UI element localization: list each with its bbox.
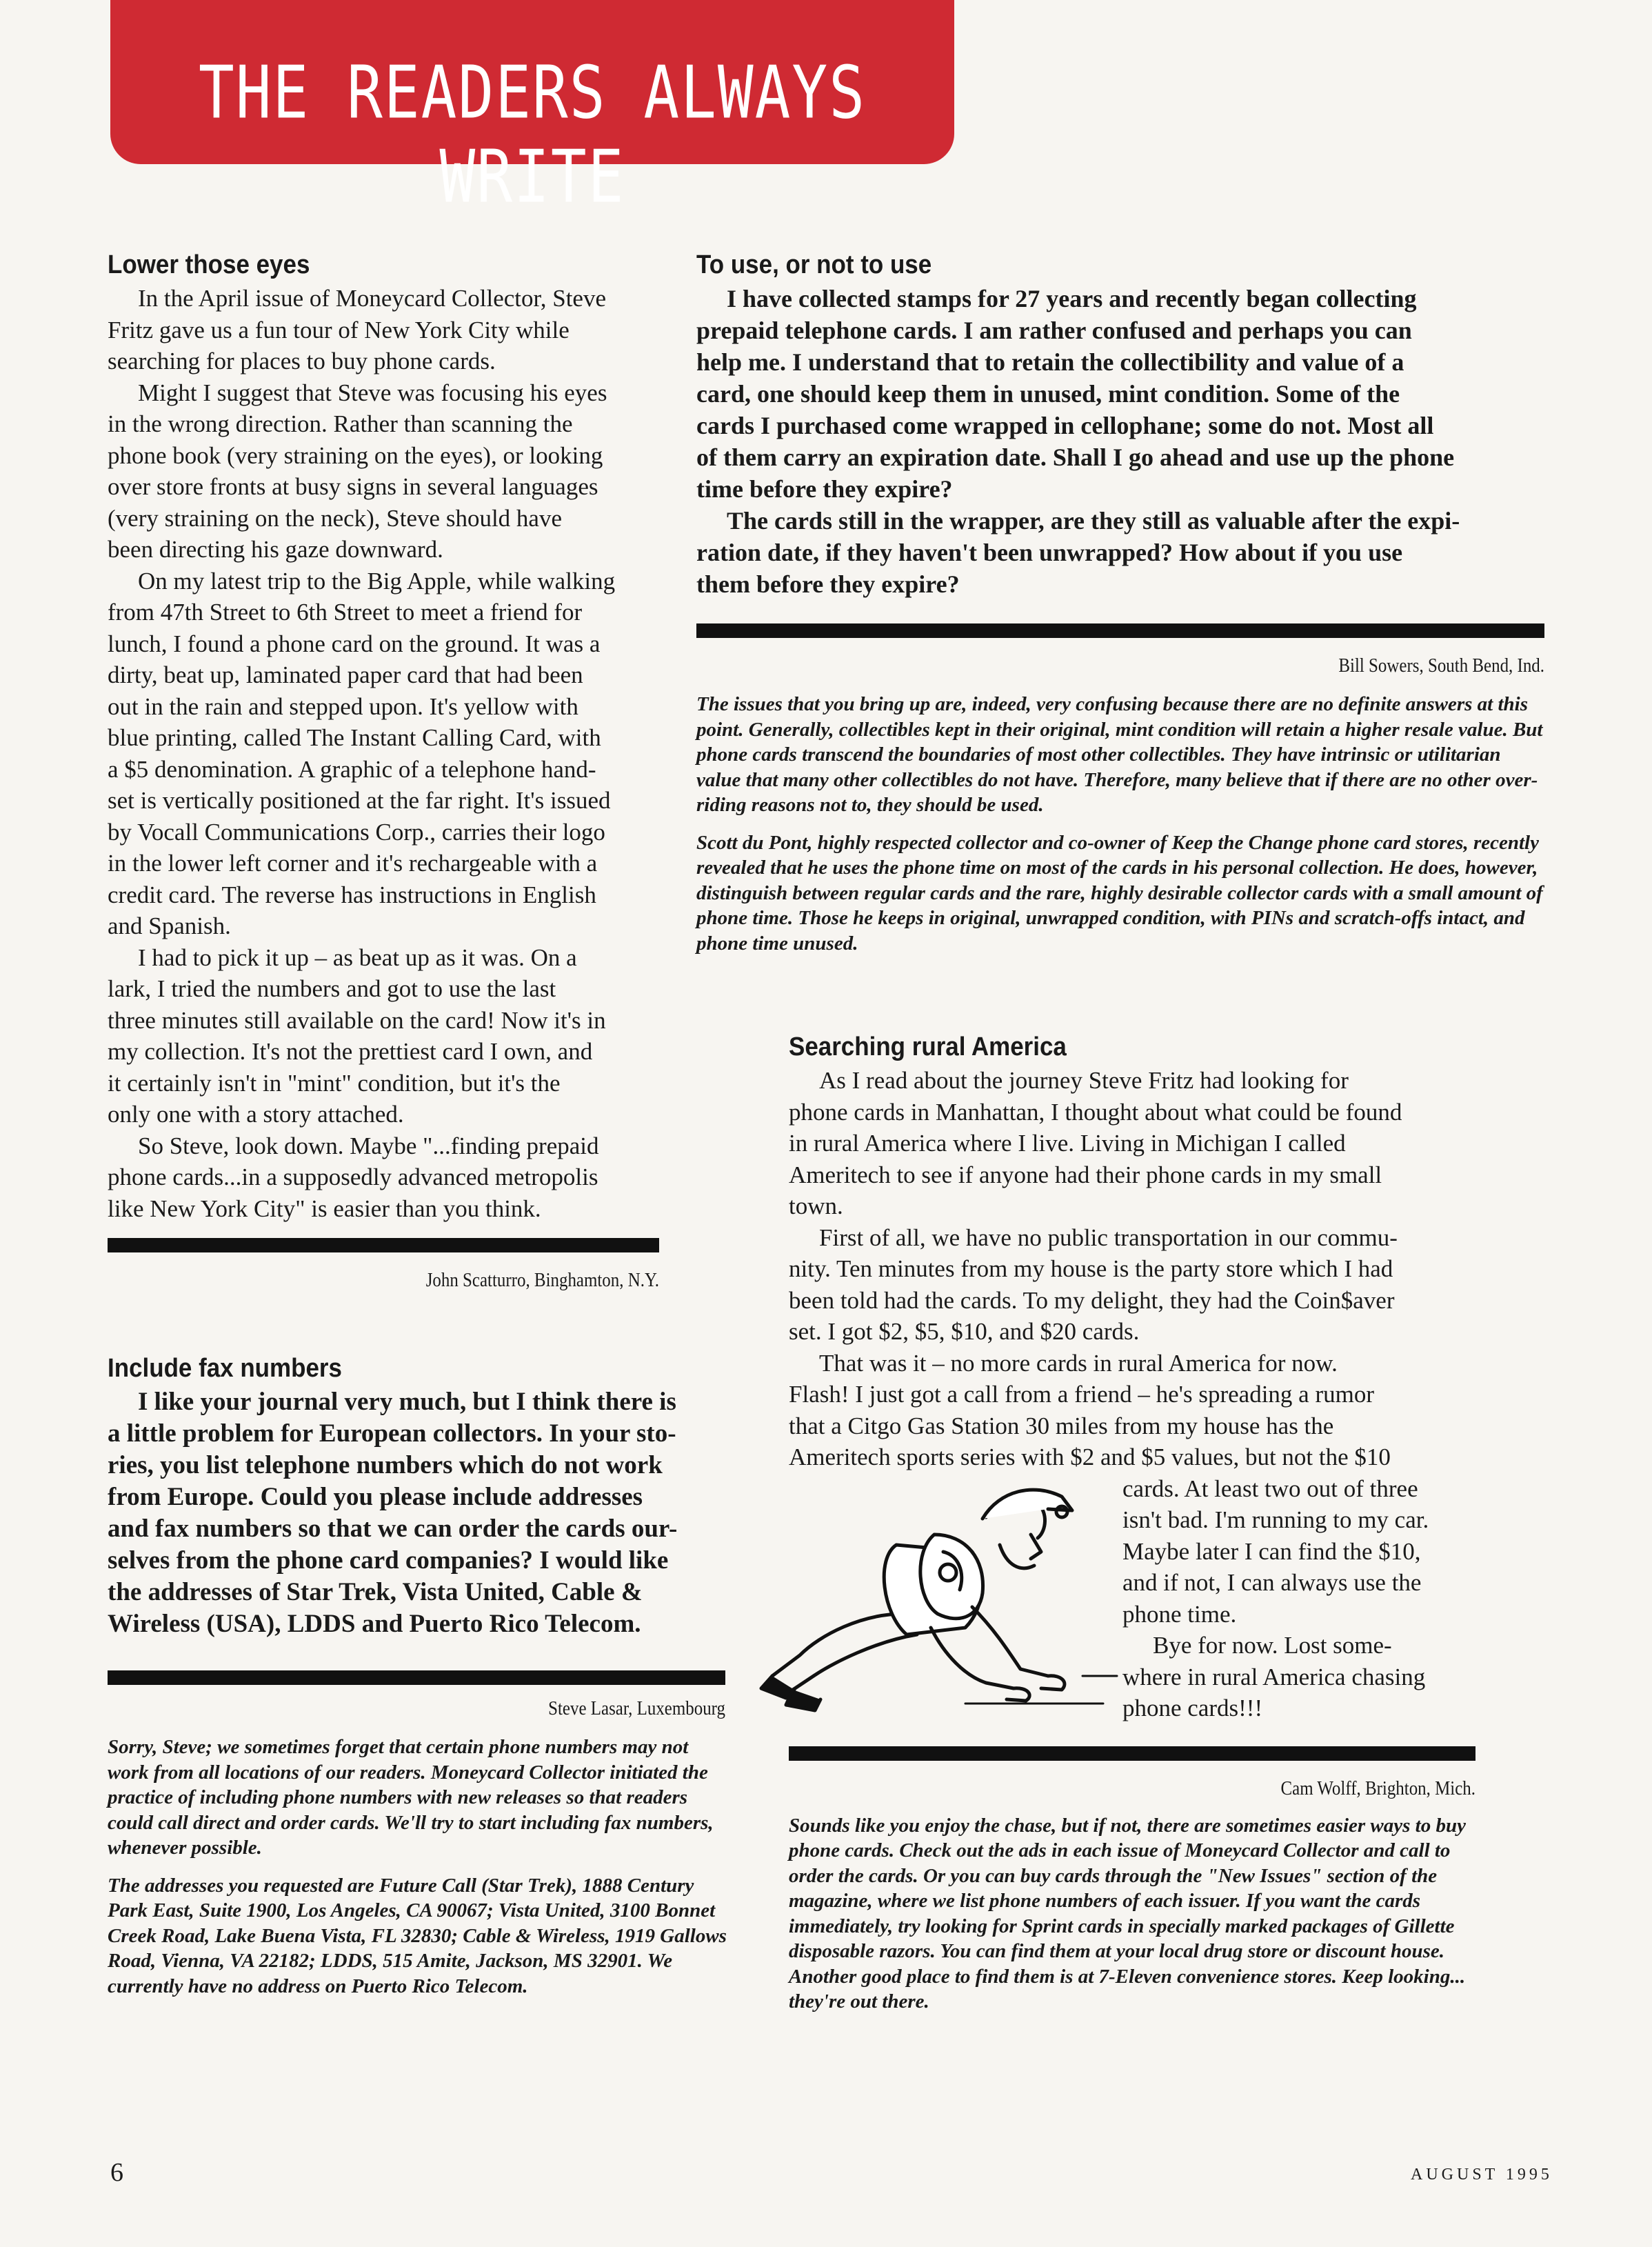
text-line: I have collected stamps for 27 years and recently began collecting (727, 285, 1417, 312)
letter-signature: Steve Lasar, Luxembourg (548, 1697, 725, 1719)
reply-paragraph: Sorry, Steve; we sometimes forget that certain phone numbers may not work from all locations of our readers. Moneycard Collector initiated the practice of including phone numbers with new releases so that readers could call direct and order cards. We'll try to start including fax numbers, whenever possible. (108, 1736, 714, 1859)
text-line: it certainly isn't in "mint" condition, but it's the (108, 1069, 561, 1097)
text-line: phone cards in Manhattan, I thought about what could be found (789, 1098, 1402, 1126)
text-line: time before they expire? (696, 475, 953, 503)
editor-reply (696, 692, 1544, 956)
editor-reply (108, 1735, 728, 1999)
text-line: phone book (very straining on the eyes), or looking (108, 441, 603, 469)
letter-signature: John Scatturro, Binghamton, N.Y. (425, 1269, 659, 1291)
editor-reply (789, 1813, 1485, 2015)
text-line: cards. At least two out of three (1122, 1475, 1418, 1502)
reply-paragraph: Scott du Pont, highly respected collector and co-owner of Keep the Change phone card stores, recently revealed that he uses the phone time on most of the cards in his personal collection. He does, however, distinguish between regular cards and the rare, highly desirable collector cards with a small amount of phone time. Those he keeps in original, unwrapped condition, with PINs and scratch-offs intact, and phone time unused. (696, 831, 1543, 955)
text-line: them before they expire? (696, 570, 960, 598)
letter-signature: Bill Sowers, South Bend, Ind. (1338, 655, 1544, 677)
text-line: phone time. (1122, 1600, 1237, 1628)
text-line: in the wrong direction. Rather than scanning the (108, 410, 573, 437)
text-line: credit card. The reverse has instructions in English (108, 881, 596, 908)
letter-include-fax-numbers (108, 1353, 727, 2011)
text-line: and Spanish. (108, 912, 231, 939)
text-line: prepaid telephone cards. I am rather confused and perhaps you can (696, 317, 1412, 344)
section-title: THE READERS ALWAYS WRITE (199, 51, 866, 219)
text-line: Maybe later I can find the $10, (1122, 1537, 1421, 1565)
text-line: Might I suggest that Steve was focusing his eyes (138, 379, 607, 406)
letter-heading: Searching rural America (789, 1032, 1067, 1061)
text-line: town. (789, 1192, 843, 1219)
text-line: ration date, if they haven't been unwrapped? How about if you use (696, 539, 1403, 566)
text-line: ries, you list telephone numbers which do not work (108, 1451, 663, 1479)
text-line: lunch, I found a phone card on the ground. It was a (108, 630, 601, 657)
text-line: phone cards...in a supposedly advanced metropolis (108, 1164, 598, 1190)
text-line: First of all, we have no public transportation in our commu- (819, 1224, 1398, 1251)
letter-signature: Cam Wolff, Brighton, Mich. (1280, 1777, 1475, 1799)
text-line: in the lower left corner and it's rechargeable with a (108, 850, 598, 877)
separator-rule (108, 1238, 659, 1252)
text-line: Ameritech sports series with $2 and $5 values, but not the $10 (789, 1444, 1391, 1470)
separator-rule (696, 623, 1544, 638)
text-line: by Vocall Communications Corp., carries their logo (108, 818, 605, 846)
reply-paragraph: Sounds like you enjoy the chase, but if not, there are sometimes easier ways to buy phone cards. Check out the ads in each issue of Moneycard Collector and call to order the cards. Or you can buy cards through the "New Issues" section of the magazine, where we list phone numbers of each issuer. If you want the cards immediately, try looking for Sprint cards in specially marked packages of Gillette disposable razors. You can find them at your local drug store or discount house. Another good place to find them is at 7-Eleven convenience stores. Keep looking... they're out there. (789, 1814, 1466, 2013)
letter-heading: Lower those eyes (108, 250, 310, 279)
text-line: in rural America where I live. Living in Michigan I called (789, 1130, 1346, 1157)
letter-body (696, 283, 1544, 600)
letter-heading: To use, or not to use (696, 250, 932, 279)
text-line: three minutes still available on the card! Now it's in (108, 1006, 606, 1034)
text-line: a $5 denomination. A graphic of a telephone hand- (108, 755, 596, 783)
letter-heading: Include fax numbers (108, 1354, 342, 1383)
letter-body (108, 1386, 678, 1640)
text-line: lark, I tried the numbers and got to use the last (108, 975, 556, 1002)
reply-paragraph: The issues that you bring up are, indeed, very confusing because there are no definite answers at this point. Generally, collectibles kept in their original, mint condition will retain a higher resale value. But phone cards transcend the boundaries of most other collectibles. They have intrinsic or utilitarian value that many other collectibles do not have. Therefore, many believe that if there are no other over-riding reasons not to, they should be used. (696, 693, 1543, 816)
text-line: from 47th Street to 6th Street to meet a friend for (108, 599, 583, 626)
text-line: my collection. It's not the prettiest card I own, and (108, 1038, 593, 1065)
text-line: that a Citgo Gas Station 30 miles from my house has the (789, 1412, 1334, 1439)
issue-date: AUGUST 1995 (1411, 2166, 1553, 2184)
letter-body (108, 283, 659, 1224)
letter-lower-those-eyes (108, 250, 659, 1292)
text-line: On my latest trip to the Big Apple, while walking (138, 567, 616, 595)
text-line: I like your journal very much, but I think there is (138, 1388, 676, 1416)
text-line: The cards still in the wrapper, are they still as valuable after the expi- (727, 507, 1460, 535)
text-line: In the April issue of Moneycard Collector, Steve (138, 285, 606, 312)
page-number: 6 (110, 2158, 123, 2187)
text-line: Fritz gave us a fun tour of New York City while (108, 316, 570, 343)
text-line: and fax numbers so that we can order the cards our- (108, 1515, 678, 1543)
text-line: Bye for now. Lost some- (1153, 1632, 1392, 1659)
text-line: from Europe. Could you please include addresses (108, 1483, 643, 1511)
separator-rule (789, 1746, 1475, 1761)
letter-body-wrap (1122, 1473, 1478, 1724)
text-line: That was it – no more cards in rural America for now. (819, 1349, 1338, 1377)
text-line: As I read about the journey Steve Fritz had looking for (819, 1067, 1349, 1094)
text-line: blue printing, called The Instant Calling Card, with (108, 724, 601, 751)
text-line: only one with a story attached. (108, 1101, 404, 1128)
text-line: Wireless (USA), LDDS and Puerto Rico Telecom. (108, 1610, 641, 1638)
text-line: set is vertically positioned at the far right. It's issued (108, 787, 611, 814)
text-line: where in rural America chasing (1122, 1663, 1426, 1690)
text-line: set. I got $2, $5, $10, and $20 cards. (789, 1318, 1140, 1345)
text-line: I had to pick it up – as beat up as it was. On a (138, 943, 577, 971)
text-line: a little problem for European collectors. In your sto- (108, 1419, 676, 1448)
crawling-man-illustration (758, 1469, 1124, 1724)
text-line: nity. Ten minutes from my house is the party store which I had (789, 1255, 1393, 1282)
text-line: phone cards!!! (1122, 1695, 1263, 1721)
text-line: selves from the phone card companies? I would like (108, 1546, 669, 1575)
reply-paragraph: The addresses you requested are Future Call (Star Trek), 1888 Century Park East, Suite 1900, Los Angeles, CA 90067; Vista United, 3100 Bonnet Creek Road, Lake Buena Vista, FL 32830; Cable & Wireless, 1919 Gallows Road, Vienna, VA 22182; LDDS, 515 Amite, Jackson, MS 32901. We currently have no address on Puerto Rico Telecom. (108, 1874, 727, 1997)
text-line: Flash! I just got a call from a friend – he's spreading a rumor (789, 1381, 1374, 1408)
text-line: been told had the cards. To my delight, they had the Coin$aver (789, 1286, 1395, 1314)
text-line: been directing his gaze downward. (108, 536, 443, 563)
text-line: searching for places to buy phone cards. (108, 348, 496, 374)
separator-rule (108, 1670, 725, 1685)
letter-body (789, 1065, 1478, 1473)
section-banner (110, 0, 954, 219)
text-line: card, one should keep them in unused, mint condition. Some of the (696, 380, 1400, 408)
text-line: of them carry an expiration date. Shall I go ahead and use up the phone (696, 443, 1455, 471)
text-line: (very straining on the neck), Steve should have (108, 504, 562, 532)
text-line: the addresses of Star Trek, Vista United, Cable & (108, 1578, 643, 1606)
text-line: like New York City" is easier than you think. (108, 1195, 541, 1222)
letter-to-use-or-not (696, 250, 1544, 968)
text-line: dirty, beat up, laminated paper card that had been (108, 661, 583, 688)
text-line: cards I purchased come wrapped in cellophane; some do not. Most all (696, 412, 1434, 439)
text-line: help me. I understand that to retain the collectibility and value of a (696, 348, 1404, 376)
text-line: out in the rain and stepped upon. It's yellow with (108, 692, 578, 720)
text-line: over store fronts at busy signs in several languages (108, 473, 598, 500)
text-line: Ameritech to see if anyone had their phone cards in my small (789, 1161, 1382, 1188)
text-line: and if not, I can always use the (1122, 1569, 1422, 1596)
text-line: So Steve, look down. Maybe "...finding prepaid (138, 1132, 599, 1159)
text-line: isn't bad. I'm running to my car. (1122, 1506, 1429, 1533)
